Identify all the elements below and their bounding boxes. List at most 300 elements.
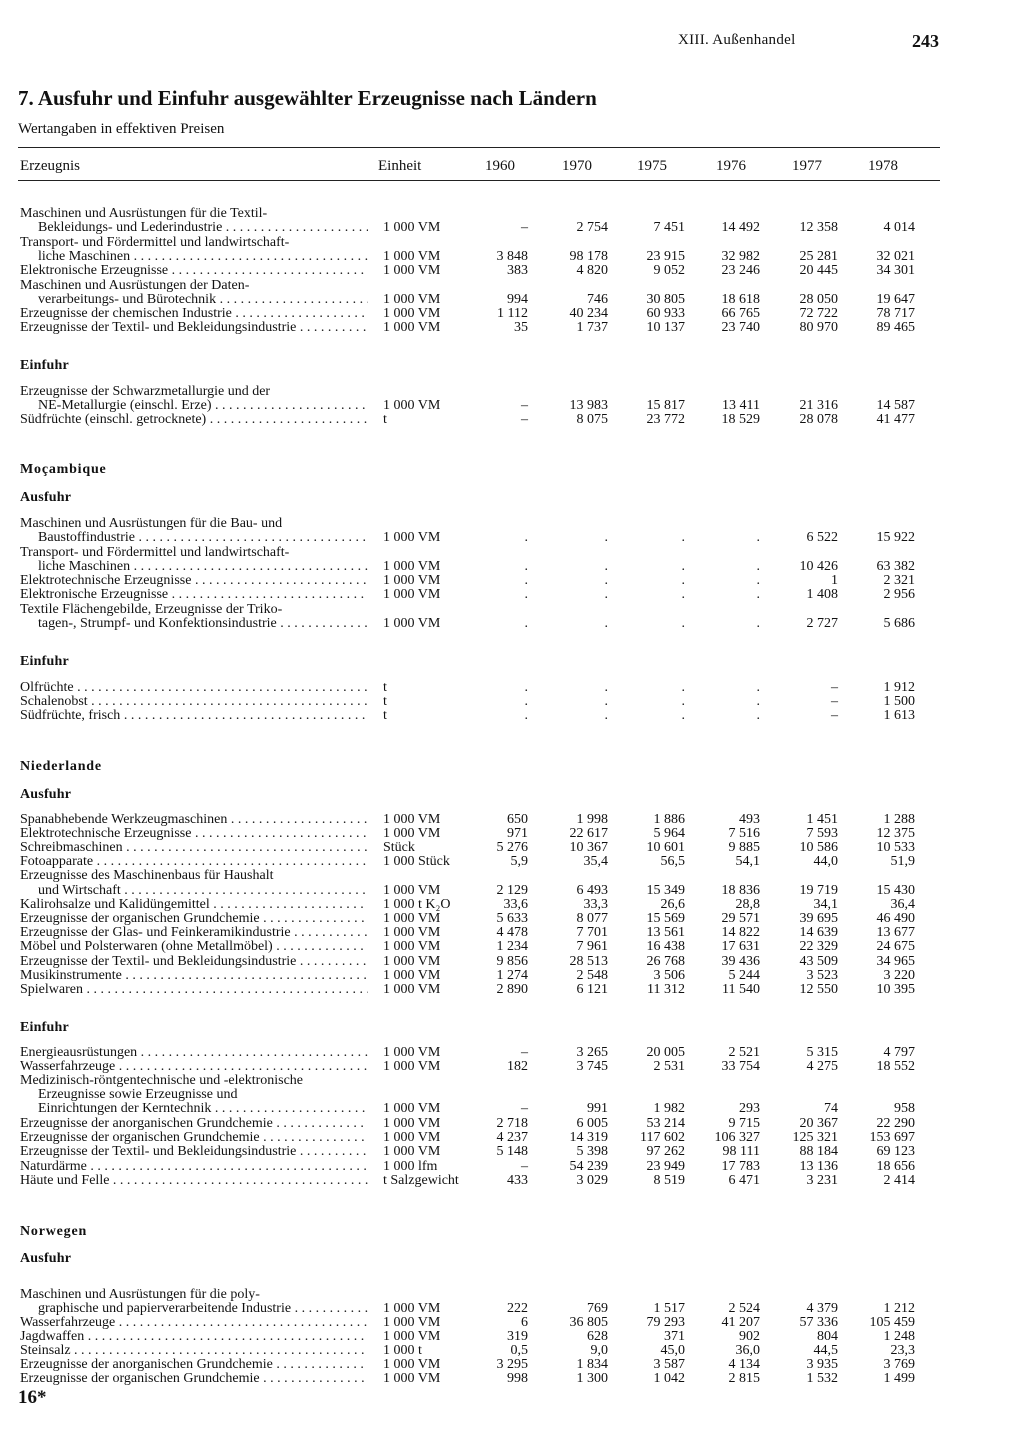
row-unit: t — [383, 412, 387, 427]
cell-value: . — [681, 694, 685, 709]
cell-value: 153 697 — [869, 1130, 915, 1145]
cell-value: 1 998 — [576, 812, 608, 827]
cell-value: 4 379 — [806, 1301, 838, 1316]
cell-value: 125 321 — [792, 1130, 838, 1145]
row-unit: 1 000 VM — [383, 939, 441, 954]
table-row — [0, 1074, 1024, 1088]
cell-value: 4 014 — [883, 220, 915, 235]
table-row — [0, 546, 1024, 560]
cell-value: 3 265 — [576, 1045, 608, 1060]
cell-value: 13 411 — [722, 398, 760, 413]
row-unit: 1 000 VM — [383, 263, 441, 278]
cell-value: 4 237 — [496, 1130, 528, 1145]
table-row — [0, 1160, 1024, 1174]
cell-value: . — [756, 573, 760, 588]
cell-value: 2 531 — [653, 1059, 685, 1074]
cell-value: 28 050 — [799, 292, 838, 307]
cell-value: 1 500 — [883, 694, 915, 709]
cell-value: . — [524, 587, 528, 602]
cell-value: 971 — [507, 826, 528, 841]
cell-value: . — [681, 530, 685, 545]
table-row — [0, 827, 1024, 841]
cell-value: 66 765 — [721, 306, 760, 321]
row-unit: 1 000 VM — [383, 968, 441, 983]
cell-value: 2 524 — [728, 1301, 760, 1316]
row-unit: 1 000 VM — [383, 1357, 441, 1372]
column-header-product: Erzeugnis — [20, 158, 80, 174]
cell-value: 6 — [521, 1315, 528, 1330]
cell-value: 1 042 — [653, 1371, 685, 1386]
row-label: Erzeugnisse des Maschinenbaus für Haushalt — [20, 869, 274, 883]
cell-value: 3 769 — [883, 1357, 915, 1372]
row-unit: 1 000 VM — [383, 1315, 441, 1330]
row-unit: t — [383, 680, 387, 695]
table-row — [0, 695, 1024, 709]
cell-value: . — [524, 680, 528, 695]
row-label: Ölfrüchte . . . — [20, 681, 368, 695]
cell-value: . — [604, 694, 608, 709]
cell-value: 2 521 — [728, 1045, 760, 1060]
cell-value: 39 436 — [721, 954, 760, 969]
cell-value: 433 — [507, 1173, 528, 1188]
row-unit: 1 000 VM — [383, 249, 441, 264]
row-label: Elektronische Erzeugnisse . . . — [20, 264, 368, 278]
cell-value: 2 321 — [883, 573, 915, 588]
cell-value: 23 246 — [721, 263, 760, 278]
cell-value: 1 248 — [883, 1329, 915, 1344]
row-label: Spanabhebende Werkzeugmaschinen . . . — [20, 813, 368, 827]
cell-value: 54,1 — [735, 854, 760, 869]
subsection-einfuhr: Einfuhr — [20, 1020, 69, 1035]
table-row — [0, 574, 1024, 588]
cell-value: 41 477 — [876, 412, 915, 427]
cell-value: 34 301 — [876, 263, 915, 278]
cell-value: 7 961 — [576, 939, 608, 954]
cell-value: . — [604, 587, 608, 602]
cell-value: 41 207 — [721, 1315, 760, 1330]
cell-value: 36,4 — [890, 897, 915, 912]
cell-value: . — [756, 680, 760, 695]
cell-value: 991 — [587, 1101, 608, 1116]
table-row — [0, 1088, 1024, 1102]
cell-value: 1 737 — [576, 320, 608, 335]
cell-value: 2 727 — [806, 616, 838, 631]
row-label: liche Maschinen . . . — [38, 250, 368, 264]
cell-value: 19 647 — [876, 292, 915, 307]
cell-value: 34,1 — [813, 897, 838, 912]
cell-value: – — [521, 220, 528, 235]
row-label: Transport- und Fördermittel und landwirtschaft- — [20, 236, 290, 250]
cell-value: 106 327 — [714, 1130, 760, 1145]
table-row — [0, 1372, 1024, 1386]
cell-value: . — [524, 530, 528, 545]
row-label: Erzeugnisse der Glas- und Feinkeramikindustrie . . . — [20, 926, 368, 940]
column-header-year: 1970 — [562, 158, 592, 174]
cell-value: 5 633 — [496, 911, 528, 926]
cell-value: 746 — [587, 292, 608, 307]
cell-value: 5 148 — [496, 1144, 528, 1159]
row-unit: 1 000 t K₂O — [383, 897, 451, 912]
cell-value: – — [521, 398, 528, 413]
cell-value: – — [831, 708, 838, 723]
cell-value: 79 293 — [646, 1315, 685, 1330]
cell-value: 769 — [587, 1301, 608, 1316]
cell-value: – — [831, 680, 838, 695]
cell-value: 10 601 — [646, 840, 685, 855]
cell-value: 22 617 — [569, 826, 608, 841]
row-unit: 1 000 VM — [383, 292, 441, 307]
cell-value: 4 478 — [496, 925, 528, 940]
cell-value: 650 — [507, 812, 528, 827]
table-row — [0, 221, 1024, 235]
cell-value: 1 912 — [883, 680, 915, 695]
cell-value: – — [521, 1159, 528, 1174]
row-label: tagen-, Strumpf- und Konfektionsindustrie . . . — [38, 617, 368, 631]
row-label: NE-Metallurgie (einschl. Erze) . . . — [38, 399, 368, 413]
cell-value: . — [604, 616, 608, 631]
cell-value: 98 111 — [722, 1144, 760, 1159]
cell-value: 35 — [514, 320, 528, 335]
cell-value: 10 137 — [646, 320, 685, 335]
cell-value: . — [681, 680, 685, 695]
header-rule-bottom — [18, 180, 940, 181]
table-row — [0, 940, 1024, 954]
row-label: Maschinen und Ausrüstungen für die Bau- und — [20, 517, 283, 531]
cell-value: 15 349 — [646, 883, 685, 898]
cell-value: 8 519 — [653, 1173, 685, 1188]
table-row — [0, 264, 1024, 278]
row-label: Bekleidungs- und Lederindustrie . . . — [38, 221, 368, 235]
cell-value: . — [604, 573, 608, 588]
cell-value: 10 426 — [799, 559, 838, 574]
row-unit: 1 000 VM — [383, 883, 441, 898]
row-unit: 1 000 VM — [383, 826, 441, 841]
row-label: Erzeugnisse der anorganischen Grundchemie . . . — [20, 1117, 368, 1131]
cell-value: 23 915 — [646, 249, 685, 264]
row-unit: 1 000 VM — [383, 320, 441, 335]
table-row — [0, 681, 1024, 695]
row-unit: 1 000 VM — [383, 1045, 441, 1060]
cell-value: 30 805 — [646, 292, 685, 307]
table-row — [0, 413, 1024, 427]
cell-value: 33,3 — [583, 897, 608, 912]
table-row — [0, 869, 1024, 883]
row-unit: 1 000 lfm — [383, 1159, 438, 1174]
cell-value: . — [681, 616, 685, 631]
table-row — [0, 385, 1024, 399]
cell-value: 117 602 — [640, 1130, 685, 1145]
cell-value: 804 — [817, 1329, 838, 1344]
table-row — [0, 1174, 1024, 1188]
cell-value: 1 212 — [883, 1301, 915, 1316]
cell-value: . — [756, 587, 760, 602]
cell-value: – — [521, 1101, 528, 1116]
row-unit: 1 000 VM — [383, 1371, 441, 1386]
cell-value: . — [756, 559, 760, 574]
page-footnote: 16* — [18, 1387, 47, 1408]
row-unit: 1 000 VM — [383, 1101, 441, 1116]
cell-value: 20 445 — [799, 263, 838, 278]
cell-value: . — [524, 559, 528, 574]
table-row — [0, 912, 1024, 926]
cell-value: 23 772 — [646, 412, 685, 427]
cell-value: 20 367 — [799, 1116, 838, 1131]
row-label: Erzeugnisse der organischen Grundchemie . . . — [20, 912, 368, 926]
cell-value: 1 274 — [496, 968, 528, 983]
row-label: Maschinen und Ausrüstungen der Daten- — [20, 279, 250, 293]
cell-value: . — [604, 559, 608, 574]
cell-value: 12 550 — [799, 982, 838, 997]
cell-value: 18 552 — [876, 1059, 915, 1074]
cell-value: 6 522 — [806, 530, 838, 545]
cell-value: 1 982 — [653, 1101, 685, 1116]
cell-value: 51,9 — [890, 854, 915, 869]
cell-value: 16 438 — [646, 939, 685, 954]
table-row — [0, 709, 1024, 723]
row-label: Energieausrüstungen . . . — [20, 1046, 368, 1060]
cell-value: 10 586 — [799, 840, 838, 855]
cell-value: 1 300 — [576, 1371, 608, 1386]
cell-value: 23 949 — [646, 1159, 685, 1174]
row-unit: 1 000 VM — [383, 306, 441, 321]
row-label: Schalenobst . . . — [20, 695, 368, 709]
cell-value: 28,8 — [735, 897, 760, 912]
cell-value: 97 262 — [646, 1144, 685, 1159]
table-row — [0, 1344, 1024, 1358]
cell-value: . — [756, 694, 760, 709]
cell-value: 33 754 — [721, 1059, 760, 1074]
cell-value: 32 021 — [876, 249, 915, 264]
cell-value: 222 — [507, 1301, 528, 1316]
table-row — [0, 617, 1024, 631]
row-label: verarbeitungs- und Bürotechnik . . . — [38, 293, 368, 307]
cell-value: 0,5 — [510, 1343, 528, 1358]
cell-value: 11 312 — [647, 982, 685, 997]
cell-value: 5,9 — [510, 854, 528, 869]
cell-value: 319 — [507, 1329, 528, 1344]
row-unit: t Salzgewicht — [383, 1173, 459, 1188]
cell-value: 14 492 — [721, 220, 760, 235]
cell-value: 5 398 — [576, 1144, 608, 1159]
cell-value: 23,3 — [890, 1343, 915, 1358]
cell-value: 69 123 — [876, 1144, 915, 1159]
cell-value: 29 571 — [721, 911, 760, 926]
cell-value: 3 029 — [576, 1173, 608, 1188]
cell-value: 4 275 — [806, 1059, 838, 1074]
cell-value: 26,6 — [660, 897, 685, 912]
row-label: Erzeugnisse der Textil- und Bekleidungsindustrie . . . — [20, 1145, 368, 1159]
cell-value: 15 430 — [876, 883, 915, 898]
cell-value: 1 288 — [883, 812, 915, 827]
cell-value: 2 754 — [576, 220, 608, 235]
cell-value: . — [524, 616, 528, 631]
row-unit: 1 000 VM — [383, 398, 441, 413]
cell-value: 3 295 — [496, 1357, 528, 1372]
row-label: Medizinisch-röntgentechnische und -elektronische — [20, 1074, 304, 1088]
cell-value: 5 244 — [728, 968, 760, 983]
cell-value: 5 686 — [883, 616, 915, 631]
page-number: 243 — [912, 31, 939, 51]
header-rule-top — [18, 147, 940, 148]
cell-value: 1 499 — [883, 1371, 915, 1386]
section-header: XIII. Außenhandel — [678, 32, 796, 48]
cell-value: 12 375 — [876, 826, 915, 841]
cell-value: 34 965 — [876, 954, 915, 969]
row-label: Wasserfahrzeuge . . . — [20, 1316, 368, 1330]
cell-value: 2 129 — [496, 883, 528, 898]
cell-value: 2 548 — [576, 968, 608, 983]
row-label: Fotoapparate . . . — [20, 855, 368, 869]
table-row — [0, 1060, 1024, 1074]
row-label: Einrichtungen der Kerntechnik . . . — [38, 1102, 368, 1116]
cell-value: . — [681, 587, 685, 602]
cell-value: 22 290 — [876, 1116, 915, 1131]
cell-value: 14 587 — [876, 398, 915, 413]
table-row — [0, 279, 1024, 293]
cell-value: 3 848 — [496, 249, 528, 264]
row-unit: t — [383, 694, 387, 709]
table-row — [0, 926, 1024, 940]
row-label: Elektrotechnische Erzeugnisse . . . — [20, 574, 368, 588]
country-heading-mocambique: Moçambique — [20, 462, 107, 477]
table-row — [0, 250, 1024, 264]
cell-value: 8 077 — [576, 911, 608, 926]
table-row — [0, 1117, 1024, 1131]
cell-value: 4 134 — [728, 1357, 760, 1372]
cell-value: 20 005 — [646, 1045, 685, 1060]
cell-value: . — [756, 708, 760, 723]
table-row — [0, 1131, 1024, 1145]
table-row — [0, 884, 1024, 898]
cell-value: 18 656 — [876, 1159, 915, 1174]
row-label: Elektronische Erzeugnisse . . . — [20, 588, 368, 602]
cell-value: 43 509 — [799, 954, 838, 969]
cell-value: 98 178 — [569, 249, 608, 264]
table-row — [0, 855, 1024, 869]
cell-value: 6 005 — [576, 1116, 608, 1131]
cell-value: 6 471 — [728, 1173, 760, 1188]
cell-value: 1 408 — [806, 587, 838, 602]
subsection-einfuhr: Einfuhr — [20, 358, 69, 373]
row-label: Häute und Felle . . . — [20, 1174, 368, 1188]
cell-value: 8 075 — [576, 412, 608, 427]
cell-value: 902 — [739, 1329, 760, 1344]
subsection-ausfuhr: Ausfuhr — [20, 787, 72, 802]
cell-value: – — [831, 694, 838, 709]
cell-value: 21 316 — [799, 398, 838, 413]
row-label: Maschinen und Ausrüstungen für die Textil- — [20, 207, 268, 221]
cell-value: 5 315 — [806, 1045, 838, 1060]
table-row — [0, 603, 1024, 617]
cell-value: 2 890 — [496, 982, 528, 997]
row-label: Erzeugnisse der organischen Grundchemie . . . — [20, 1372, 368, 1386]
cell-value: 10 533 — [876, 840, 915, 855]
cell-value: 5 276 — [496, 840, 528, 855]
row-label: Erzeugnisse sowie Erzeugnisse und — [38, 1088, 238, 1102]
row-unit: 1 000 VM — [383, 573, 441, 588]
column-header-year: 1975 — [637, 158, 667, 174]
cell-value: 2 414 — [883, 1173, 915, 1188]
table-row — [0, 1288, 1024, 1302]
cell-value: . — [756, 616, 760, 631]
table-row — [0, 841, 1024, 855]
cell-value: – — [521, 1045, 528, 1060]
cell-value: 2 718 — [496, 1116, 528, 1131]
row-unit: 1 000 Stück — [383, 854, 450, 869]
row-unit: 1 000 VM — [383, 911, 441, 926]
row-label: Naturdärme . . . — [20, 1160, 368, 1174]
cell-value: 56,5 — [660, 854, 685, 869]
cell-value: 44,0 — [813, 854, 838, 869]
cell-value: 994 — [507, 292, 528, 307]
cell-value: 36 805 — [569, 1315, 608, 1330]
cell-value: 182 — [507, 1059, 528, 1074]
table-row — [0, 517, 1024, 531]
column-header-year: 1960 — [485, 158, 515, 174]
cell-value: 14 319 — [569, 1130, 608, 1145]
cell-value: 628 — [587, 1329, 608, 1344]
row-label: Musikinstrumente . . . — [20, 969, 368, 983]
row-label: Erzeugnisse der Textil- und Bekleidungsindustrie . . . — [20, 955, 368, 969]
cell-value: 383 — [507, 263, 528, 278]
cell-value: 1 451 — [806, 812, 838, 827]
cell-value: 72 722 — [799, 306, 838, 321]
cell-value: 1 834 — [576, 1357, 608, 1372]
table-row — [0, 1102, 1024, 1116]
table-row — [0, 321, 1024, 335]
cell-value: . — [524, 694, 528, 709]
row-label: Erzeugnisse der Schwarzmetallurgie und der — [20, 385, 271, 399]
row-unit: 1 000 t — [383, 1343, 422, 1358]
table-row — [0, 1145, 1024, 1159]
row-label: liche Maschinen . . . — [38, 560, 368, 574]
cell-value: . — [756, 530, 760, 545]
table-row — [0, 955, 1024, 969]
row-unit: 1 000 VM — [383, 1301, 441, 1316]
table-row — [0, 560, 1024, 574]
table-row — [0, 1358, 1024, 1372]
row-unit: 1 000 VM — [383, 559, 441, 574]
cell-value: 1 532 — [806, 1371, 838, 1386]
cell-value: 78 717 — [876, 306, 915, 321]
cell-value: 32 982 — [721, 249, 760, 264]
row-label: Textile Flächengebilde, Erzeugnisse der Triko- — [20, 603, 283, 617]
cell-value: 74 — [824, 1101, 838, 1116]
table-row — [0, 1302, 1024, 1316]
row-label: Schreibmaschinen . . . — [20, 841, 368, 855]
table-row — [0, 898, 1024, 912]
row-label: Spielwaren . . . — [20, 983, 368, 997]
cell-value: 19 719 — [799, 883, 838, 898]
cell-value: 18 618 — [721, 292, 760, 307]
cell-value: 22 329 — [799, 939, 838, 954]
table-row — [0, 207, 1024, 221]
cell-value: . — [604, 680, 608, 695]
row-label: Baustoffindustrie . . . — [38, 531, 368, 545]
cell-value: 958 — [894, 1101, 915, 1116]
cell-value: 15 922 — [876, 530, 915, 545]
cell-value: 18 836 — [721, 883, 760, 898]
cell-value: 45,0 — [660, 1343, 685, 1358]
cell-value: 44,5 — [813, 1343, 838, 1358]
cell-value: 9 052 — [653, 263, 685, 278]
cell-value: 10 395 — [876, 982, 915, 997]
table-row — [0, 307, 1024, 321]
cell-value: 9 715 — [728, 1116, 760, 1131]
cell-value: 9 856 — [496, 954, 528, 969]
row-unit: 1 000 VM — [383, 587, 441, 602]
cell-value: 18 529 — [721, 412, 760, 427]
